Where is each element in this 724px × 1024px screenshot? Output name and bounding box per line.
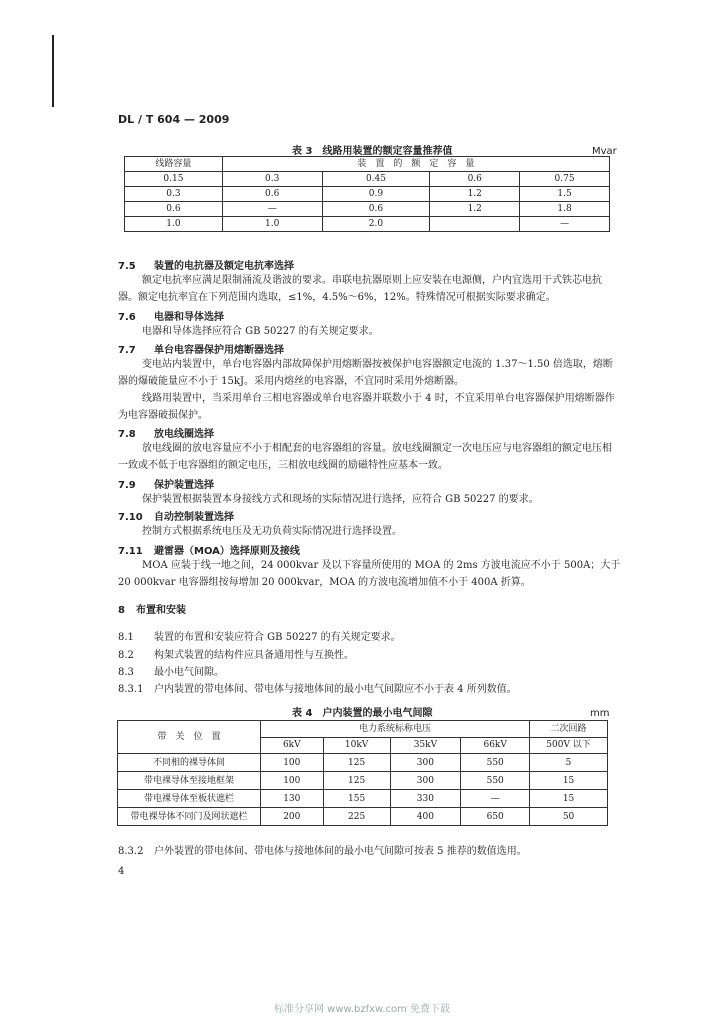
table-cell: 1.2: [430, 187, 520, 202]
table-cell: 550: [461, 772, 530, 790]
section-heading: 7.9 保护装置选择: [118, 480, 214, 491]
section-heading: 7.5 装置的电抗器及额定电抗率选择: [118, 261, 294, 272]
table-header-cell: 35kV: [390, 737, 461, 754]
clause-8-3-2: 8.3.2 户外装置的带电体间、带电体与接地体间的最小电气间隙可按表 5 推荐的数值选用。: [118, 846, 527, 857]
table-cell: 0.15: [125, 172, 223, 187]
clause-8-1: 8.1 装置的布置和安装应符合 GB 50227 的有关规定要求。: [118, 632, 401, 643]
table-cell: 130: [260, 790, 323, 808]
table-cell: 0.3: [222, 172, 322, 187]
table-cell: 100: [260, 754, 323, 772]
watermark-footer: 标准分享网 www.bzfxw.com 免费下载: [274, 1004, 450, 1015]
table4-head-right: 二次回路: [530, 721, 608, 738]
table3-unit: Mvar: [592, 146, 617, 157]
table-cell: 0.9: [322, 187, 430, 202]
table-cell: 330: [390, 790, 461, 808]
table-cell: 带电裸导体至接地框架: [118, 772, 261, 790]
table-cell: —: [222, 202, 322, 217]
table-cell: 550: [461, 754, 530, 772]
table-cell: 1.0: [222, 217, 322, 232]
table3-head-right: 装 置 的 额 定 容 量: [222, 157, 609, 172]
clause-8-2: 8.2 构架式装置的结构件应具备通用性与互换性。: [118, 650, 354, 661]
table-cell: 0.75: [520, 172, 610, 187]
table4-caption: 表 4 户内装置的最小电气间隙: [292, 708, 433, 719]
table-cell: 15: [530, 790, 608, 808]
table-cell: 5: [530, 754, 608, 772]
table-cell: —: [520, 217, 610, 232]
table-cell: 1.5: [520, 187, 610, 202]
page-number: 4: [118, 866, 125, 877]
section-heading: 7.7 单台电容器保护用熔断器选择: [118, 345, 284, 356]
table-cell: 300: [390, 754, 461, 772]
table-header-cell: 500V 以下: [530, 737, 608, 754]
table3: [124, 156, 610, 232]
paragraph: 线路用装置中，当采用单台三相电容器或单台电容器并联数小于 4 时，不宜采用单台电容器保护用熔断器作为电容器破损保护。: [118, 393, 615, 421]
table-cell: 125: [323, 772, 390, 790]
table-cell: 1.8: [520, 202, 610, 217]
table-cell: 带电裸导体至板状遮栏: [118, 790, 261, 808]
margin-bar: [52, 35, 54, 107]
section-heading: 7.11 避雷器（MOA）选择原则及接线: [118, 546, 300, 557]
table-cell: 0.6: [430, 172, 520, 187]
table-cell: 15: [530, 772, 608, 790]
table-cell: 0.6: [125, 202, 223, 217]
table-cell: 0.3: [125, 187, 223, 202]
section-heading: 7.10 自动控制装置选择: [118, 512, 234, 523]
table3-head-left: 线路容量: [125, 157, 223, 172]
paragraph: 电器和导体选择应符合 GB 50227 的有关规定要求。: [142, 326, 379, 337]
table-cell: 400: [390, 808, 461, 826]
table-cell: 0.6: [322, 202, 430, 217]
paragraph: 变电站内装置中，单台电容器内部故障保护用熔断器按被保护电容器额定电流的 1.37～1.50 倍选取，熔断器的爆破能量应不小于 15kJ。采用内熔丝的电容器，不宜同时采用外熔断器。: [118, 359, 613, 387]
table-cell: 带电裸导体不同门及网状遮栏: [118, 808, 261, 826]
table-cell: 2.0: [322, 217, 430, 232]
document-id: DL / T 604 — 2009: [118, 113, 230, 126]
table-header-cell: 66kV: [461, 737, 530, 754]
table-cell: 125: [323, 754, 390, 772]
table-cell: 650: [461, 808, 530, 826]
section-heading: 8 布置和安装: [118, 605, 186, 616]
section-heading: 7.8 放电线圈选择: [118, 429, 214, 440]
table-cell: 225: [323, 808, 390, 826]
table-cell: 50: [530, 808, 608, 826]
section-heading: 7.6 电器和导体选择: [118, 312, 224, 323]
table-cell: 300: [390, 772, 461, 790]
paragraph: 保护装置根据装置本身接线方式和现场的实际情况进行选择，应符合 GB 50227 的要求。: [142, 494, 539, 505]
paragraph: 控制方式根据系统电压及无功负荷实际情况进行选择设置。: [142, 526, 402, 537]
table-cell: 100: [260, 772, 323, 790]
table-cell: [430, 217, 520, 232]
table4-head-left: 带 关 位 置: [118, 721, 261, 754]
table4: [117, 720, 608, 826]
paragraph: MOA 应装于线一地之间，24 000kvar 及以下容量所使用的 MOA 的 2ms 方波电流应不小于 500A；大于 20 000kvar 电容器组按每增加 20 000kvar，MOA 的方波电流增加值不小于 400A 折算。: [118, 560, 621, 588]
table-cell: 155: [323, 790, 390, 808]
paragraph: 额定电抗率应满足限制涌流及谐波的要求。串联电抗器原则上应安装在电源侧，户内宜选用干式铁芯电抗器。额定电抗率宜在下列范围内选取，≤1%，4.5%～6%，12%。特殊情况可根据实际要求确定。: [118, 275, 602, 303]
clause-8-3: 8.3 最小电气间隙。: [118, 667, 224, 678]
table3-caption: 表 3 线路用装置的额定容量推荐值: [292, 146, 453, 157]
table-cell: 1.0: [125, 217, 223, 232]
table-cell: 不同相的裸导体间: [118, 754, 261, 772]
paragraph: 放电线圈的放电容量应不小于相配套的电容器组的容量。放电线圈额定一次电压应与电容器组的额定电压相一致或不低于电容器组的额定电压，三相放电线圈的励磁特性应基本一致。: [118, 443, 612, 471]
table-header-cell: 6kV: [260, 737, 323, 754]
table-cell: 0.6: [222, 187, 322, 202]
table-cell: 1.2: [430, 202, 520, 217]
table-cell: 0.45: [322, 172, 430, 187]
table-cell: 200: [260, 808, 323, 826]
table4-unit: mm: [590, 708, 610, 719]
table4-head-group: 电力系统标称电压: [260, 721, 529, 738]
table-header-cell: 10kV: [323, 737, 390, 754]
clause-8-3-1: 8.3.1 户内装置的带电体间、带电体与接地体间的最小电气间隙应不小于表 4 所列数值。: [118, 684, 517, 695]
table-cell: —: [461, 790, 530, 808]
